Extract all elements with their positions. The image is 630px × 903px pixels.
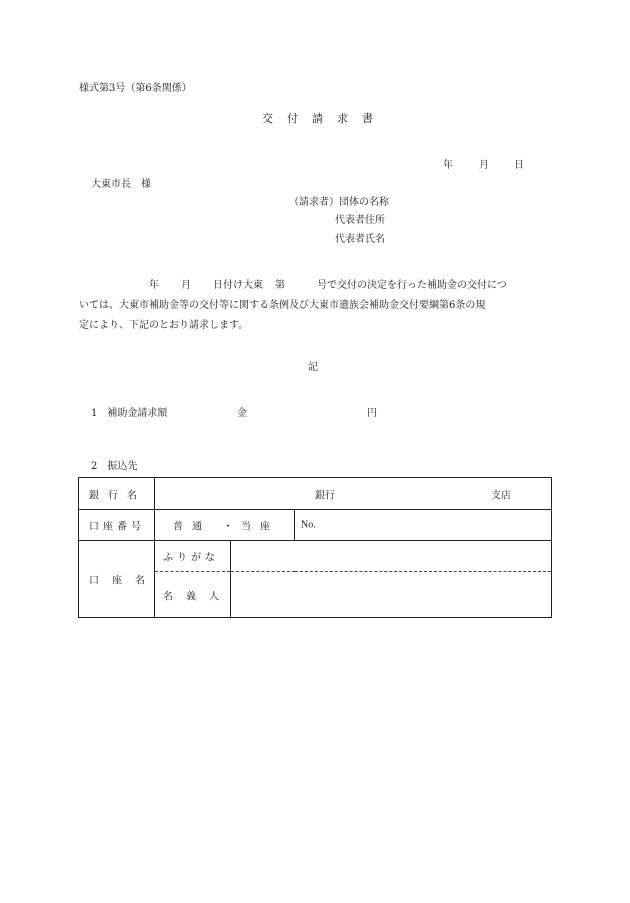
document-title: 交付請求書 xyxy=(262,112,387,125)
holder-value-cell[interactable] xyxy=(231,572,552,618)
requester-name-label: 代表者氏名 xyxy=(335,234,385,245)
bank-suffix: 銀行 xyxy=(315,490,335,501)
account-no-prefix: No. xyxy=(301,519,316,531)
account-type-cell[interactable] xyxy=(155,510,295,541)
date-month: 月 xyxy=(479,160,489,171)
furigana-label-cell xyxy=(155,541,231,572)
body-dai: 第 xyxy=(275,280,285,291)
bank-account-table xyxy=(78,477,552,618)
bank-label-cell xyxy=(79,478,155,510)
holder-label-cell xyxy=(155,572,231,618)
account-no-label: 口座番号 xyxy=(89,521,145,533)
addressee: 大東市長 様 xyxy=(91,179,151,190)
furigana-value-cell[interactable] xyxy=(231,541,552,572)
request-body xyxy=(79,276,553,336)
item1-label: 1 補助金請求額 xyxy=(91,408,168,419)
holder-label: 名義人 xyxy=(163,591,232,602)
ki-heading: 記 xyxy=(308,362,318,373)
item1-yen: 円 xyxy=(367,408,377,419)
item1-kin: 金 xyxy=(237,408,247,419)
account-name-label: 口座名 xyxy=(89,575,158,587)
account-no-cell[interactable] xyxy=(295,510,552,541)
bank-value-cell[interactable] xyxy=(155,478,552,510)
bank-label: 銀行名 xyxy=(89,490,146,501)
furigana-label: ふりがな xyxy=(163,552,219,564)
body-month: 月 xyxy=(181,280,191,291)
futsu-option[interactable]: 普通 xyxy=(173,521,211,533)
item2-label: 2 振込先 xyxy=(91,461,138,472)
toza-option[interactable]: 当座 xyxy=(241,521,279,533)
requester-org-label: （請求者）団体の名称 xyxy=(289,197,389,208)
form-id: 様式第3号（第6条関係） xyxy=(79,83,192,94)
account-no-label-cell xyxy=(79,510,155,541)
body-dated: 日付け大東 xyxy=(213,280,263,291)
body-rest: 号で交付の決定を行った補助金の交付につ xyxy=(317,280,507,291)
date-day: 日 xyxy=(514,160,524,171)
branch-suffix: 支店 xyxy=(491,490,511,501)
body-line-2: いては、大東市補助金等の交付等に関する条例及び大東市遺族会補助金交付要綱第6条の規 xyxy=(79,300,486,311)
body-line-3: 定により、下記のとおり請求します。 xyxy=(79,320,249,331)
body-year: 年 xyxy=(149,280,159,291)
account-name-label-cell xyxy=(79,541,158,618)
requester-address-label: 代表者住所 xyxy=(335,215,385,226)
account-type-separator: ・ xyxy=(223,521,233,533)
date-year: 年 xyxy=(443,160,453,171)
